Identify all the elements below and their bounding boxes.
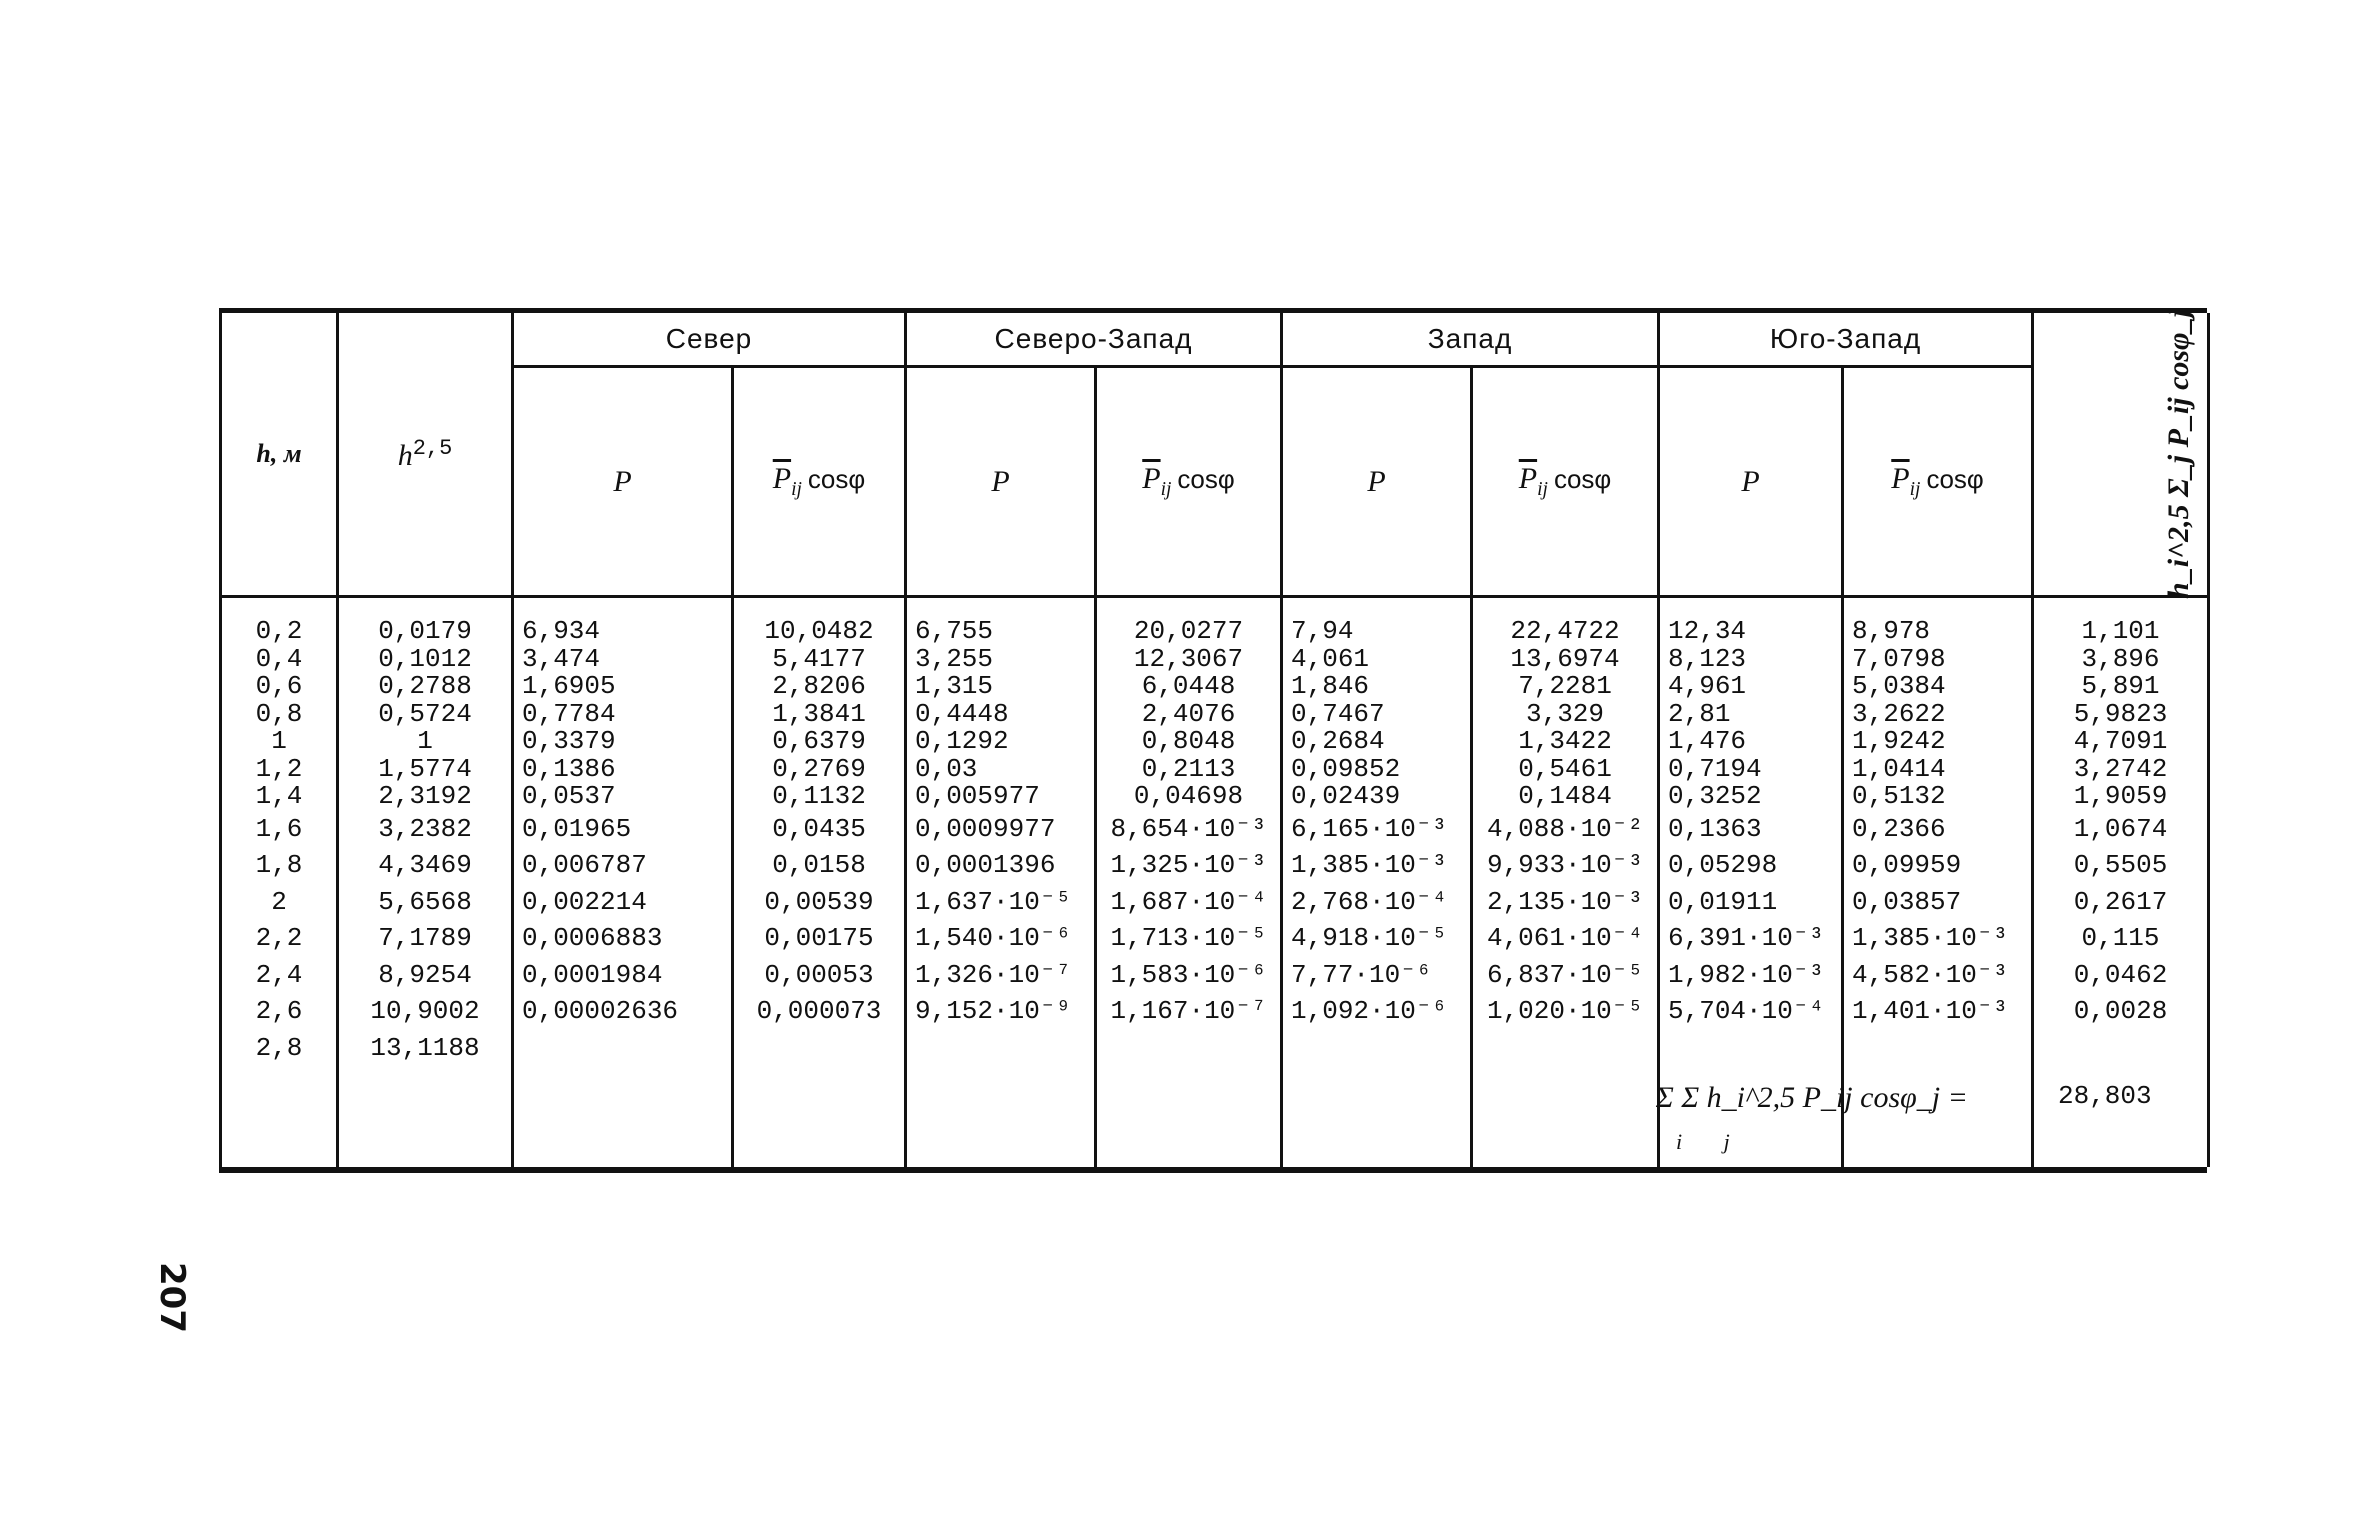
table-cell: 3,255 [915,643,994,674]
table-cell: 0,0158 [772,850,866,880]
table-cell: 3,2622 [1852,698,1946,729]
total-sum-row [1656,1061,2232,1154]
table-cell: 6,165·10⁻³ [1291,813,1448,844]
sum-value: 28,803 [2058,1081,2152,1111]
table-cell: 1,0414 [1852,753,1946,784]
table-cell: 1,385·10⁻³ [1852,923,2009,953]
table-cell: 22,4722 [1510,616,1620,646]
table-cell: 10,0482 [764,616,874,646]
table-cell: 12,3067 [1133,643,1244,674]
table-cell: 1,315 [915,671,994,701]
table-cell: 0,03 [915,753,978,784]
table-cell: 0,002214 [522,886,647,917]
table-cell: 1,6 [255,813,303,844]
table-cell: 4,582·10⁻³ [1852,959,2009,990]
table-cell: 4,061·10⁻⁴ [1486,923,1644,953]
table-cell: 12,34 [1668,616,1747,646]
table-cell: 0,6 [255,671,303,701]
table-cell: 1,167·10⁻⁷ [1110,996,1267,1026]
table-cell: 0,00175 [764,923,874,953]
page-number: 207 [152,1262,192,1333]
table-cell: 20,0277 [1133,616,1244,646]
table-cell: 3,896 [2081,643,2160,674]
table-cell: 0,0537 [522,781,616,811]
col-nw-p [906,597,1096,1168]
table-cell: 4,061 [1291,643,1370,674]
table-cell: 7,94 [1291,616,1354,646]
table-cell: 0,000073 [756,996,882,1026]
table-cell: 1,3422 [1518,726,1612,756]
table-cell: 1,2 [255,753,303,784]
col-w-pij [1472,597,1659,1168]
table-cell: 0,0435 [772,813,866,844]
header-pij-cos: $\overline{P}_{ij}$ cosφ [1843,367,2033,597]
table-cell: 0,00002636 [522,996,679,1026]
table-cell: 1,020·10⁻⁵ [1486,996,1644,1026]
table-cell: 1 [271,726,287,756]
table-cell: 1,846 [1291,671,1370,701]
table-cell: 1,0674 [2073,813,2168,844]
table-cell: 8,9254 [378,959,472,990]
col-north-p [513,597,733,1168]
table-cell: 3,329 [1526,698,1605,729]
group-north: Север [513,313,906,367]
table-cell: 0,5132 [1852,781,1946,811]
table-cell: 1,540·10⁻⁶ [915,923,1072,953]
table-cell: 0,1363 [1668,813,1762,844]
table-cell: 4,918·10⁻⁵ [1291,923,1448,953]
table-cell: 0,0028 [2073,996,2168,1026]
header-weighted-sum: h_i^2,5 Σ_j P_ij cosφ_j [2033,313,2209,597]
table-cell: 5,9823 [2073,698,2168,729]
table-cell: 7,1789 [378,923,472,953]
table-cell: 1,325·10⁻³ [1110,850,1267,880]
table-cell: 0,2 [255,616,303,646]
table-cell: 0,2769 [772,753,866,784]
group-west: Запад [1282,313,1659,367]
table-cell: 0,005977 [915,781,1040,811]
sum-expression: Σ Σ h_i^2,5 P_ij cosφ_j = [1656,1081,1968,1114]
table-cell: 1,4 [255,781,303,811]
table-cell: 3,2742 [2073,753,2168,784]
table-cell: 0,1132 [772,781,866,811]
table-cell: 0,2113 [1141,753,1236,784]
table-cell: 4,3469 [378,850,472,880]
header-p: P [906,367,1096,597]
group-northwest: Северо-Запад [906,313,1282,367]
table-cell: 6,755 [915,616,994,646]
table-cell: 0,2366 [1852,813,1946,844]
table-cell: 5,704·10⁻⁴ [1668,996,1825,1026]
table-cell: 2,8 [255,1032,303,1063]
table-cell: 1,101 [2081,616,2160,646]
table-cell: 0,4 [255,643,303,674]
table-cell: 4,961 [1668,671,1747,701]
table-cell: 2,3192 [378,781,472,811]
table-cell: 0,02439 [1291,781,1401,811]
table-cell: 1,476 [1668,726,1747,756]
table-cell: 1,401·10⁻³ [1852,996,2009,1026]
table-cell: 4,088·10⁻² [1486,813,1644,844]
table-cell: 5,6568 [378,886,472,917]
table-cell: 9,933·10⁻³ [1486,850,1644,880]
table-cell: 1,687·10⁻⁴ [1110,886,1267,917]
table-cell: 2,135·10⁻³ [1486,886,1644,917]
table-cell: 0,04698 [1133,781,1244,811]
table-cell: 0,01965 [522,813,632,844]
table-cell: 0,115 [2081,923,2160,953]
table-cell: 0,2684 [1291,726,1385,756]
table-cell: 0,8048 [1141,726,1236,756]
data-table-grid [219,309,2210,1167]
table-cell: 2,768·10⁻⁴ [1291,886,1448,917]
sum-indices: i j [1676,1129,1748,1154]
table-cell: 0,00539 [764,886,874,917]
table-cell: 0,2788 [378,671,472,701]
table-cell: 0,0009977 [915,813,1056,844]
table-cell: 1,326·10⁻⁷ [915,959,1072,990]
table-cell: 3,2382 [378,813,472,844]
table-cell: 1,5774 [378,753,472,784]
table-cell: 6,934 [522,616,601,646]
table-cell: 0,0001984 [522,959,663,990]
table-cell: 0,05298 [1668,850,1778,880]
table-cell: 0,6379 [772,726,866,756]
table-cell: 6,837·10⁻⁵ [1486,959,1644,990]
table-cell: 6,0448 [1141,671,1236,701]
table-cell: 13,1188 [370,1032,480,1063]
col-w-p [1282,597,1472,1168]
table-cell: 1,8 [255,850,303,880]
table-cell: 5,0384 [1852,671,1946,701]
table-cell: 0,0006883 [522,923,663,953]
group-southwest: Юго-Запад [1659,313,2033,367]
table-cell: 0,4448 [915,698,1009,729]
table-cell: 0,03857 [1852,886,1962,917]
table-cell: 0,7784 [522,698,616,729]
table-cell: 8,123 [1668,643,1747,674]
col-h [221,597,338,1168]
table-cell: 1,385·10⁻³ [1291,850,1448,880]
table-cell: 13,6974 [1510,643,1620,674]
table-cell: 1 [417,726,433,756]
col-north-pij [733,597,906,1168]
table-cell: 0,5724 [378,698,472,729]
table-cell: 0,0179 [378,616,472,646]
table-cell: 8,978 [1852,616,1931,646]
table-cell: 8,654·10⁻³ [1110,813,1267,844]
table-cell: 0,1484 [1518,781,1612,811]
table-cell: 0,5461 [1518,753,1612,784]
table-cell: 2,4076 [1141,698,1236,729]
table-cell: 1,713·10⁻⁵ [1110,923,1267,953]
col-nw-pij [1096,597,1282,1168]
table-cell: 10,9002 [370,996,480,1026]
table-cell: 3,474 [522,643,601,674]
table-cell: 0,2617 [2073,886,2168,917]
table-cell: 1,9242 [1852,726,1946,756]
table-cell: 0,8 [255,698,303,729]
header-pij-cos: $\overline{P}_{ij}$ cosφ [1472,367,1659,597]
table-cell: 0,1012 [378,643,472,674]
table-cell: 4,7091 [2073,726,2168,756]
table-cell: 1,637·10⁻⁵ [915,886,1072,917]
table-cell: 0,09959 [1852,850,1962,880]
header-p: P [1659,367,1843,597]
table-cell: 1,9059 [2073,781,2168,811]
table-cell: 0,1386 [522,753,616,784]
table-cell: 2,6 [255,996,303,1026]
table-cell: 0,0462 [2073,959,2168,990]
table-cell: 0,5505 [2073,850,2168,880]
table-cell: 0,7467 [1291,698,1385,729]
table-cell: 0,01911 [1668,886,1778,917]
data-table [219,308,2207,1173]
header-h: h, м [221,313,338,597]
table-cell: 0,006787 [522,850,647,880]
header-h25: $h^{2,5}$ [338,313,513,597]
table-cell: 0,1292 [915,726,1009,756]
table-cell: 0,7194 [1668,753,1762,784]
table-cell: 0,3379 [522,726,616,756]
table-cell: 0,3252 [1668,781,1762,811]
table-cell: 7,0798 [1852,643,1946,674]
table-cell: 6,391·10⁻³ [1668,923,1825,953]
table-cell: 2,81 [1668,698,1731,729]
table-cell: 7,77·10⁻⁶ [1291,959,1432,990]
header-pij-cos: $\overline{P}_{ij}$ cosφ [733,367,906,597]
table-cell: 2 [271,886,287,917]
col-h25 [338,597,513,1168]
table-cell: 2,2 [255,923,303,953]
table-cell: 5,891 [2081,671,2160,701]
table-cell: 0,0001396 [915,850,1056,880]
table-cell: 0,09852 [1291,753,1401,784]
table-cell: 5,4177 [772,643,866,674]
table-cell: 9,152·10⁻⁹ [915,996,1072,1026]
header-p: P [513,367,733,597]
table-cell: 1,982·10⁻³ [1668,959,1825,990]
table-cell: 0,00053 [764,959,874,990]
table-cell: 1,583·10⁻⁶ [1110,959,1267,990]
header-pij-cos: $\overline{P}_{ij}$ cosφ [1096,367,1282,597]
header-p: P [1282,367,1472,597]
table-cell: 2,4 [255,959,303,990]
table-cell: 1,6905 [522,671,616,701]
table-cell: 7,2281 [1518,671,1612,701]
table-cell: 2,8206 [772,671,866,701]
table-cell: 1,3841 [772,698,866,729]
table-cell: 1,092·10⁻⁶ [1291,996,1448,1026]
